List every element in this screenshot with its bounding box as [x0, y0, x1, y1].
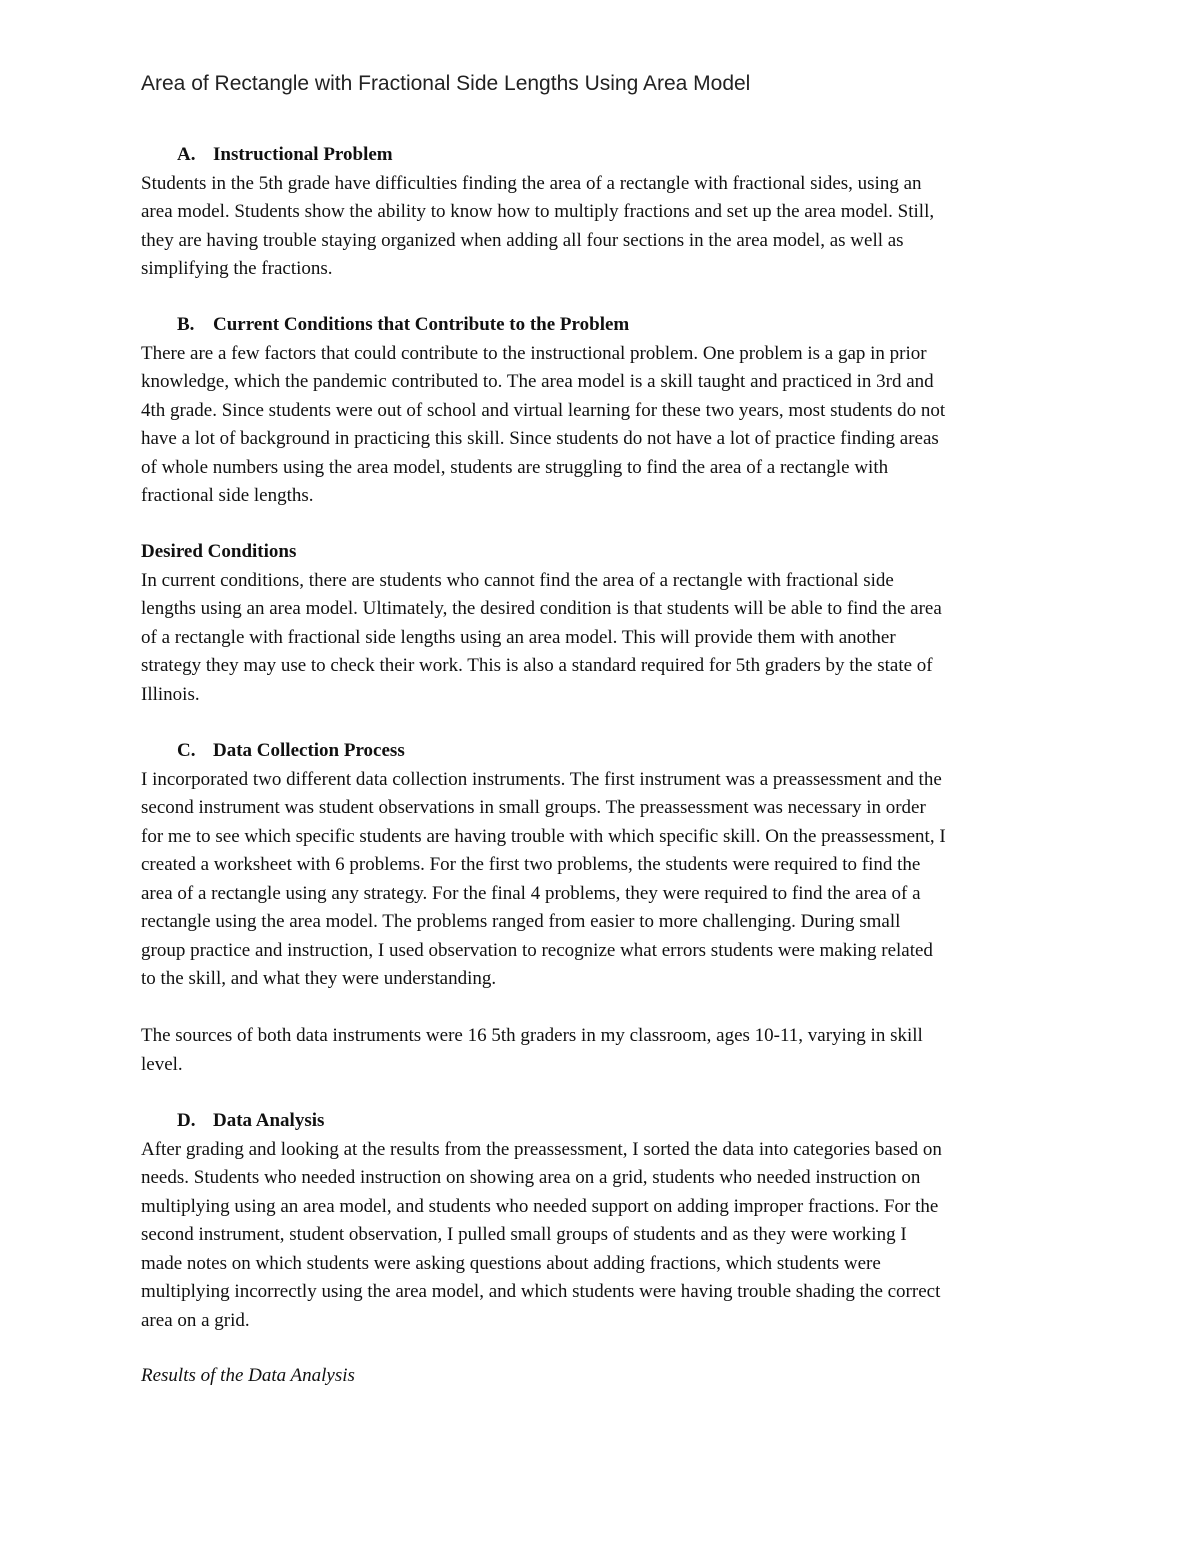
section-heading-text: Data Collection Process — [213, 740, 405, 761]
text-line: knowledge, which the pandemic contributed to. The area model is a skill taught and practiced in 3rd and — [141, 371, 934, 392]
text-line: level. — [141, 1053, 183, 1075]
paragraph — [141, 170, 1061, 284]
text-line: created a worksheet with 6 problems. For the first two problems, the students were required to find the — [141, 854, 921, 875]
section-letter: D. — [177, 1110, 196, 1131]
section-data-sources — [141, 1022, 1061, 1079]
text-line: for me to see which specific students are having trouble with which specific skill. On the preassessment, I — [141, 825, 946, 847]
text-line: multiplying using an area model, and students who needed support on adding improper fractions. For the — [141, 1195, 939, 1217]
text-line: After grading and looking at the results from the preassessment, I sorted the data into categories based on — [141, 1138, 942, 1160]
text-line: multiplying incorrectly using the area model, and which students were having trouble shading the correct — [141, 1281, 941, 1302]
text-line: of whole numbers using the area model, students are struggling to find the area of a rectangle with — [141, 456, 889, 478]
section-data-collection — [141, 737, 1061, 994]
section-heading-text: Desired Conditions — [141, 541, 297, 562]
paragraph — [141, 567, 1061, 710]
text-line: to the skill, and what they were understanding. — [141, 968, 497, 989]
section-letter: B. — [177, 314, 195, 335]
text-line: lengths using an area model. Ultimately, the desired condition is that students will be able to find the area — [141, 598, 942, 619]
text-line: second instrument was student observations in small groups. The preassessment was necessary in order — [141, 797, 926, 818]
text-line: The sources of both data instruments were 16 5th graders in my classroom, ages 10-11, varying in skill — [141, 1025, 923, 1046]
document-title: Area of Rectangle with Fractional Side Lengths Using Area Model — [141, 72, 751, 95]
paragraph — [141, 340, 1061, 511]
text-line: needs. Students who needed instruction on showing area on a grid, students who needed instruction on — [141, 1167, 921, 1188]
section-letter: C. — [177, 740, 196, 761]
text-line: 4th grade. Since students were out of school and virtual learning for these two years, most students do not — [141, 399, 946, 421]
text-line: of a rectangle with fractional side lengths using an area model. This will provide them with another — [141, 626, 896, 648]
paragraph — [141, 1136, 1061, 1336]
text-line: Illinois. — [141, 683, 200, 705]
text-line: rectangle using the area model. The problems ranged from easier to more challenging. During small — [141, 911, 901, 932]
section-heading — [141, 141, 1061, 170]
section-results — [141, 1362, 1061, 1391]
text-line: they are having trouble staying organized when adding all four sections in the area model, as well as — [141, 229, 904, 251]
section-heading — [141, 1107, 1061, 1136]
section-heading-text: Current Conditions that Contribute to the Problem — [213, 314, 630, 335]
section-heading — [141, 737, 1061, 766]
results-heading: Results of the Data Analysis — [141, 1365, 355, 1386]
text-line: area model. Students show the ability to know how to multiply fractions and set up the area model. Still, — [141, 201, 935, 222]
text-line: There are a few factors that could contribute to the instructional problem. One problem is a gap in prior — [141, 342, 927, 364]
paragraph — [141, 766, 1061, 994]
section-heading-text: Instructional Problem — [213, 144, 393, 165]
text-line: second instrument, student observation, I pulled small groups of students and as they were working I — [141, 1224, 907, 1245]
text-line: Students in the 5th grade have difficulties finding the area of a rectangle with fractional sides, using an — [141, 172, 922, 194]
section-data-analysis — [141, 1107, 1061, 1335]
paragraph — [141, 1022, 1061, 1079]
text-line: In current conditions, there are students who cannot find the area of a rectangle with fractional side — [141, 569, 894, 591]
text-line: fractional side lengths. — [141, 485, 314, 506]
text-line: made notes on which students were asking questions about adding fractions, which students were — [141, 1252, 881, 1274]
section-current-conditions — [141, 311, 1061, 511]
text-line: simplifying the fractions. — [141, 258, 333, 279]
section-desired-conditions — [141, 538, 1061, 709]
section-heading — [141, 311, 1061, 340]
text-line: area of a rectangle using any strategy. For the final 4 problems, they were required to find the area of a — [141, 882, 921, 904]
text-line: I incorporated two different data collection instruments. The first instrument was a preassessment and the — [141, 768, 942, 790]
section-instructional-problem — [141, 141, 1061, 284]
text-line: strategy they may use to check their work. This is also a standard required for 5th graders by the state of — [141, 655, 933, 676]
section-heading-text: Data Analysis — [213, 1110, 325, 1131]
text-line: group practice and instruction, I used observation to recognize what errors students were making related — [141, 939, 933, 961]
section-letter: A. — [177, 144, 196, 165]
text-line: have a lot of background in practicing this skill. Since students do not have a lot of practice finding areas — [141, 428, 939, 449]
text-line: area on a grid. — [141, 1309, 250, 1331]
